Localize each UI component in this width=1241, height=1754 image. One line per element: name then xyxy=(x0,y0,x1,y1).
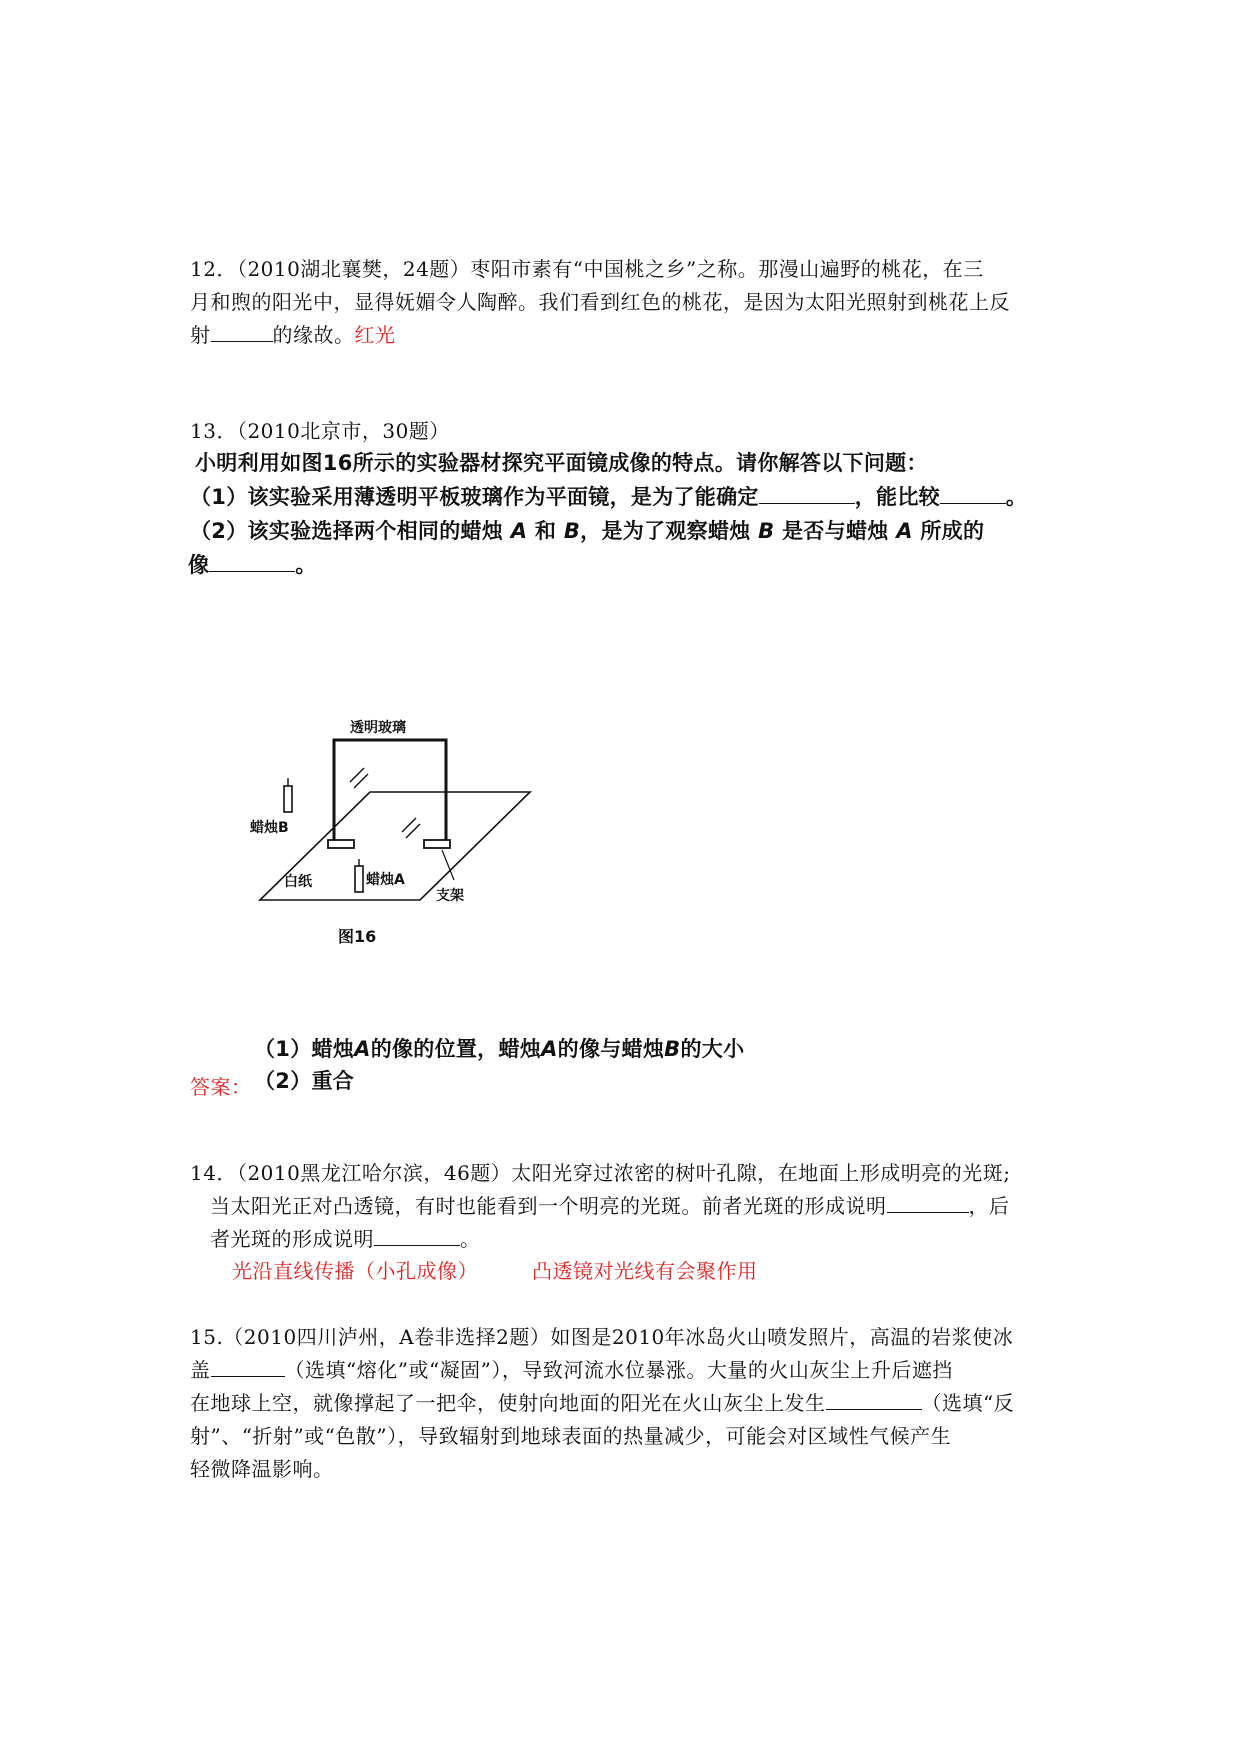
q13-part-1-pre: （1）该实验采用薄透明平板玻璃作为平面镜，是为了能确定 xyxy=(190,485,759,509)
q12-line-1: 12．（2010湖北襄樊，24题）枣阳市素有“中国桃之乡”之称。那漫山遍野的桃花，在三 xyxy=(190,257,984,281)
q13-answer-1 xyxy=(254,1036,744,1062)
q13-answer-1-c: 的像与蜡烛 xyxy=(557,1037,665,1061)
q13-part-1-post: 。 xyxy=(1005,485,1028,509)
q15-line-1: 15.（2010四川泸州，A卷非选择2题）如图是2010年冰岛火山喷发照片，高温的岩浆使冰 xyxy=(190,1325,1014,1349)
q15-line-3 xyxy=(190,1390,1014,1416)
q14-line-3 xyxy=(210,1226,481,1252)
q14-line-1: 14．（2010黑龙江哈尔滨，46题）太阳光穿过浓密的树叶孔隙，在地面上形成明亮的光斑; xyxy=(190,1161,1011,1185)
q13-answer-1-candle-a-2: A xyxy=(541,1037,558,1061)
q13-part-2-candle-a: A xyxy=(510,519,528,543)
stand-pointer xyxy=(442,850,454,880)
glass-outline xyxy=(334,740,446,840)
q15-line-4: 射”、“折射”或“色散”），导致辐射到地球表面的热量减少，可能会对区域性气候产生 xyxy=(190,1424,952,1448)
q13-answer-1-d: 的大小 xyxy=(680,1037,745,1061)
q13-header: 13．（2010北京市，30题） xyxy=(190,419,450,443)
q15-line-2-pre: 盖 xyxy=(190,1358,211,1382)
figure-caption: 图16 xyxy=(338,927,377,946)
figure-16 xyxy=(240,700,560,960)
q14-line-3-post: 。 xyxy=(460,1227,481,1251)
q13-part-2-candle-b-2: B xyxy=(758,519,775,543)
q13-blank-3 xyxy=(209,552,295,572)
q14-blank-1 xyxy=(887,1193,969,1213)
q15-line-3-pre: 在地球上空，就像撑起了一把伞，使射向地面的阳光在火山灰尘上发生 xyxy=(190,1391,826,1415)
candle-b xyxy=(284,786,292,812)
candle-a xyxy=(355,866,363,892)
q15-line-2 xyxy=(190,1357,953,1383)
q13-answer-1-candle-b: B xyxy=(664,1037,681,1061)
q13-part-2-candle-b: B xyxy=(563,519,581,543)
q13-part-3-pre: 像 xyxy=(188,553,210,577)
q13-intro: 小明利用如图16所示的实验器材探究平面镜成像的特点。请你解答以下问题： xyxy=(195,451,928,475)
stand-left xyxy=(328,840,354,848)
q15-blank-2 xyxy=(826,1390,922,1410)
q13-answer-1-a: （1）蜡烛 xyxy=(254,1037,355,1061)
q14-answer-2: 凸透镜对光线有会聚作用 xyxy=(532,1259,758,1283)
q13-part-1 xyxy=(190,484,1027,510)
q15-blank-1 xyxy=(211,1357,285,1377)
q14-answer-1: 光沿直线传播（小孔成像） xyxy=(232,1259,478,1283)
stand-right xyxy=(424,840,450,848)
q13-part-2-a: （2）该实验选择两个相同的蜡烛 xyxy=(190,519,511,543)
q14-line-2-post: ，后 xyxy=(968,1194,1010,1218)
q13-part-3 xyxy=(188,552,317,578)
q13-part-3-post: 。 xyxy=(295,553,317,577)
q13-part-2-d: 是否与蜡烛 xyxy=(774,519,897,543)
q14-line-3-pre: 者光斑的形成说明 xyxy=(210,1227,374,1251)
q15-line-2-post: （选填“熔化”或“凝固”），导致河流水位暴涨。大量的火山灰尘上升后遮挡 xyxy=(284,1358,953,1382)
q13-part-1-mid: ，能比较 xyxy=(854,485,940,509)
q15-line-3-post: （选填“反 xyxy=(921,1391,1015,1415)
label-stand: 支架 xyxy=(436,888,464,904)
q12-line-3 xyxy=(190,322,396,348)
label-paper: 白纸 xyxy=(284,874,312,890)
q12-answer: 红光 xyxy=(354,323,396,347)
label-glass: 透明玻璃 xyxy=(350,720,406,736)
q13-answer-1-b: 的像的位置，蜡烛 xyxy=(370,1037,542,1061)
q13-blank-1 xyxy=(759,484,855,504)
q12-line-3-post: 的缘故。 xyxy=(272,323,355,347)
label-candle-a: 蜡烛A xyxy=(366,872,405,888)
q13-part-2-c: ，是为了观察蜡烛 xyxy=(580,519,759,543)
q14-line-2-pre: 当太阳光正对凸透镜，有时也能看到一个明亮的光斑。前者光斑的形成说明 xyxy=(210,1194,887,1218)
q15-line-5: 轻微降温影响。 xyxy=(190,1457,334,1481)
q13-part-2 xyxy=(190,518,984,544)
q12-blank xyxy=(211,322,273,342)
q13-answer-1-candle-a: A xyxy=(354,1037,371,1061)
q13-part-2-b: 和 xyxy=(527,519,564,543)
q14-line-2 xyxy=(210,1193,1010,1219)
q13-answer-label: 答案： xyxy=(190,1075,252,1099)
q13-part-2-candle-a-2: A xyxy=(896,519,913,543)
q12-line-3-pre: 射 xyxy=(190,323,211,347)
q13-part-2-e: 所成的 xyxy=(912,519,985,543)
q14-blank-2 xyxy=(374,1226,460,1246)
q13-answer-2: （2）重合 xyxy=(254,1069,355,1093)
q13-blank-2 xyxy=(940,484,1006,504)
label-candle-b: 蜡烛B xyxy=(250,820,289,836)
q12-line-2: 月和煦的阳光中，显得妩媚令人陶醉。我们看到红色的桃花，是因为太阳光照射到桃花上反 xyxy=(190,290,1010,314)
